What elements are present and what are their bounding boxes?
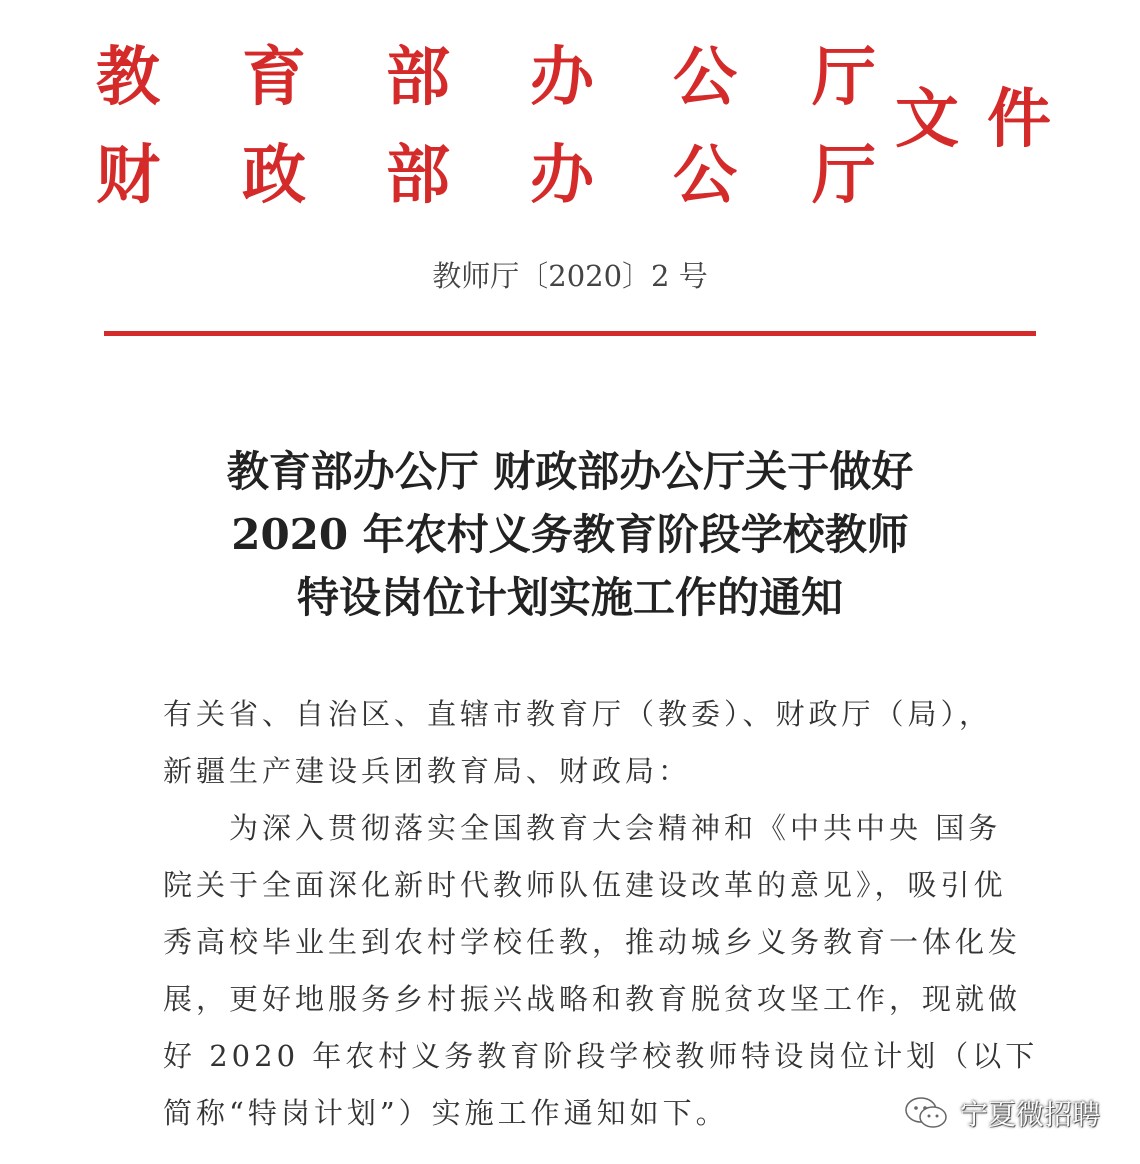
title-line: 特设岗位计划实施工作的通知 xyxy=(296,573,843,622)
letterhead-char: 育 xyxy=(242,40,306,115)
letterhead-char: 厅 xyxy=(812,40,876,115)
body-line: 有关省、自治区、直辖市教育厅（教委）、财政厅（局）， xyxy=(163,697,993,731)
title-line: 2020 年农村义务教育阶段学校教师 xyxy=(231,510,909,559)
letterhead-char: 办 xyxy=(530,40,594,115)
body-line: 简称“特岗计划”）实施工作通知如下。 xyxy=(163,1096,729,1130)
body-line: 展，更好地服务乡村振兴战略和教育脱贫攻坚工作，现就做 xyxy=(163,982,1022,1016)
body-line: 新疆生产建设兵团教育局、财政局： xyxy=(163,754,692,788)
document-title xyxy=(0,440,1140,629)
letterhead-line-1 xyxy=(88,38,888,118)
letterhead-line-2 xyxy=(88,136,888,216)
body-line: 为深入贯彻落实全国教育大会精神和《中共中央 国务 xyxy=(163,811,1002,845)
letterhead-char: 财 xyxy=(96,138,160,213)
watermark-text: 宁夏微招聘 xyxy=(959,1098,1100,1131)
letterhead-char: 办 xyxy=(530,138,594,213)
body-line: 院关于全面深化新时代教师队伍建设改革的意见》，吸引优 xyxy=(163,868,1007,902)
letterhead-char: 政 xyxy=(242,138,306,213)
body-line: 好 2020 年农村义务教育阶段学校教师特设岗位计划（以下 xyxy=(163,1039,1039,1073)
letterhead-char: 厅 xyxy=(812,138,876,213)
watermark xyxy=(904,1093,1100,1133)
body-line: 秀高校毕业生到农村学校任教，推动城乡义务教育一体化发 xyxy=(163,925,1022,959)
title-line: 教育部办公厅 财政部办公厅关于做好 xyxy=(226,447,914,496)
red-divider xyxy=(104,331,1036,336)
letterhead-char: 公 xyxy=(673,40,737,115)
letterhead-char: 部 xyxy=(386,40,450,115)
wechat-icon xyxy=(904,1096,948,1130)
document-number: 教师厅〔2020〕2 号 xyxy=(432,259,708,293)
letterhead-char: 部 xyxy=(386,138,450,213)
letterhead-suffix: 文件 xyxy=(895,82,1079,157)
letterhead-char: 公 xyxy=(673,138,737,213)
letterhead-char: 教 xyxy=(96,40,160,115)
